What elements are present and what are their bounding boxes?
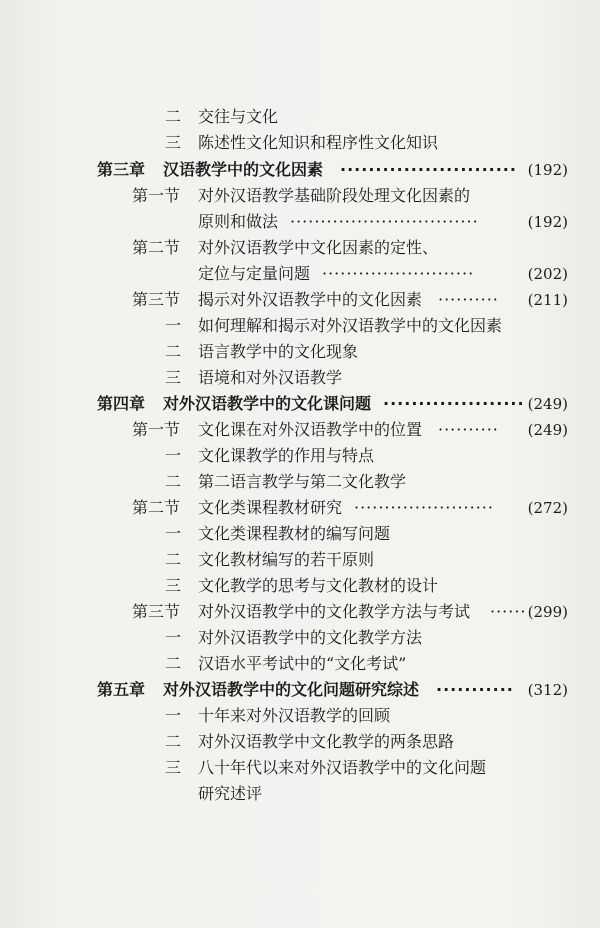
chapter-number: 第四章	[97, 394, 146, 413]
item-title: 文化教学的思考与文化教材的设计	[198, 576, 439, 595]
page-number: (249)	[527, 395, 568, 413]
dot-leader: ··········	[438, 420, 499, 439]
dot-leader: ····················	[383, 394, 525, 413]
item-title: 语境和对外汉语教学	[198, 368, 343, 387]
item-title: 对外汉语教学中的文化教学方法	[198, 628, 423, 647]
toc-section	[0, 417, 600, 443]
toc-item	[0, 547, 600, 573]
item-title: 文化教材编写的若干原则	[198, 550, 375, 569]
item-title: 陈述性文化知识和程序性文化知识	[198, 133, 439, 152]
toc-section	[0, 261, 600, 287]
item-number: 三	[165, 758, 182, 777]
toc-item	[0, 443, 600, 469]
dot-leader: ··········	[438, 290, 499, 309]
toc-item	[0, 469, 600, 495]
toc-item	[0, 651, 600, 677]
page-number: (192)	[527, 161, 568, 179]
item-title: 如何理解和揭示对外汉语教学中的文化因素	[198, 316, 503, 335]
chapter-title: 汉语教学中的文化因素	[163, 160, 324, 179]
section-number: 第二节	[132, 238, 181, 257]
section-number: 第二节	[132, 498, 181, 517]
toc-item	[0, 729, 600, 755]
toc-section	[0, 599, 600, 625]
item-number: 三	[165, 133, 182, 152]
item-number: 二	[165, 654, 182, 673]
toc-section	[0, 495, 600, 521]
page-number: (211)	[527, 291, 568, 309]
item-number: 一	[165, 446, 182, 465]
toc-item	[0, 781, 600, 807]
page-number: (192)	[527, 213, 568, 231]
page-number: (202)	[527, 265, 568, 283]
toc-item	[0, 573, 600, 599]
toc-item	[0, 313, 600, 339]
toc-chapter	[0, 677, 600, 703]
item-number: 二	[165, 550, 182, 569]
item-title: 研究述评	[198, 784, 263, 803]
toc-section	[0, 287, 600, 313]
dot-leader: ·························	[322, 264, 475, 283]
dot-leader: ·························	[340, 160, 517, 179]
chapter-title: 对外汉语教学中的文化课问题	[163, 394, 372, 413]
item-title: 八十年代以来对外汉语教学中的文化问题	[198, 758, 487, 777]
toc-item	[0, 104, 600, 130]
toc-item	[0, 625, 600, 651]
section-number: 第一节	[132, 186, 181, 205]
chapter-title: 对外汉语教学中的文化问题研究综述	[163, 680, 420, 699]
chapter-number: 第三章	[97, 160, 146, 179]
dot-leader: ······	[490, 602, 527, 621]
item-title: 语言教学中的文化现象	[198, 342, 359, 361]
toc-item	[0, 703, 600, 729]
item-title: 交往与文化	[198, 107, 279, 126]
section-title: 对外汉语教学基础阶段处理文化因素的	[198, 186, 471, 205]
toc-chapter	[0, 157, 600, 183]
toc-section	[0, 183, 600, 209]
toc-section	[0, 235, 600, 261]
dot-leader: ·······························	[290, 212, 479, 231]
section-number: 第三节	[132, 602, 181, 621]
section-number: 第一节	[132, 420, 181, 439]
toc-item	[0, 755, 600, 781]
item-number: 二	[165, 732, 182, 751]
toc-section	[0, 209, 600, 235]
page-number: (312)	[527, 681, 568, 699]
toc-item	[0, 521, 600, 547]
toc-chapter	[0, 391, 600, 417]
item-number: 三	[165, 576, 182, 595]
item-number: 一	[165, 524, 182, 543]
item-number: 一	[165, 316, 182, 335]
item-number: 一	[165, 628, 182, 647]
section-number: 第三节	[132, 290, 181, 309]
item-title: 第二语言教学与第二文化教学	[198, 472, 407, 491]
item-number: 二	[165, 342, 182, 361]
section-title: 原则和做法	[198, 212, 279, 231]
item-title: 文化类课程教材的编写问题	[198, 524, 391, 543]
section-title: 对外汉语教学中文化因素的定性、	[198, 238, 439, 257]
section-title: 揭示对外汉语教学中的文化因素	[198, 290, 423, 309]
item-number: 一	[165, 706, 182, 725]
item-number: 二	[165, 107, 182, 126]
dot-leader: ···········	[436, 680, 514, 699]
toc-item	[0, 130, 600, 156]
dot-leader: ·······················	[354, 498, 494, 517]
item-number: 三	[165, 368, 182, 387]
item-title: 汉语水平考试中的“文化考试”	[198, 654, 407, 673]
chapter-number: 第五章	[97, 680, 146, 699]
item-title: 十年来对外汉语教学的回顾	[198, 706, 391, 725]
page-number: (249)	[527, 421, 568, 439]
item-title: 对外汉语教学中文化教学的两条思路	[198, 732, 455, 751]
page-number: (272)	[527, 499, 568, 517]
toc-item	[0, 365, 600, 391]
page-number: (299)	[527, 603, 568, 621]
item-number: 二	[165, 472, 182, 491]
toc-item	[0, 339, 600, 365]
section-title: 文化类课程教材研究	[198, 498, 343, 517]
section-title: 文化课在对外汉语教学中的位置	[198, 420, 423, 439]
section-title: 对外汉语教学中的文化教学方法与考试	[198, 602, 471, 621]
section-title: 定位与定量问题	[198, 264, 311, 283]
item-title: 文化课教学的作用与特点	[198, 446, 375, 465]
